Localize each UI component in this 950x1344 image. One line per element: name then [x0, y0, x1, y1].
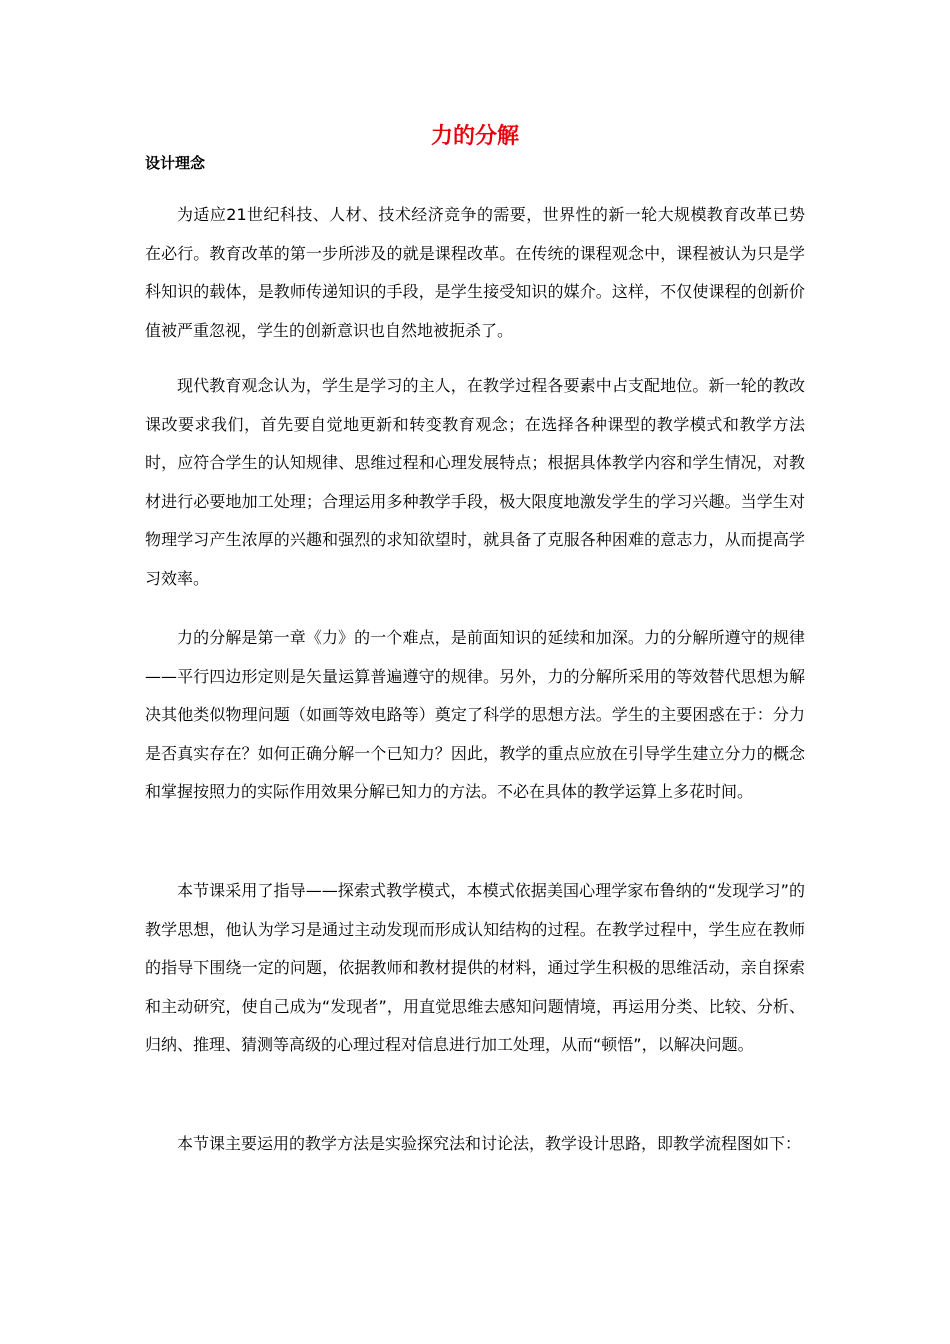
paragraph-5: 本节课主要运用的教学方法是实验探究法和讨论法，教学设计思路，即教学流程图如下：: [177, 1134, 802, 1153]
paragraph-4: 本节课采用了指导——探索式教学模式，本模式依据美国心理学家布鲁纳的“发现学习”的教学思想，他认为学习是通过主动发现而形成认知结构的过程。在教学过程中，学生应在教师的指导下围绕一定的问题，依据教师和教材提供的材料，通过学生积极的思维活动，亲自探索和主动研究，使自己成为“发现者”，用直觉思维去感知问题情境，再运用分类、比较、分析、归纳、推理、猜测等高级的心理过程对信息进行加工处理，从而“顿悟”，以解决问题。: [145, 881, 805, 1054]
paragraph-1: 为适应21世纪科技、人材、技术经济竞争的需要，世界性的新一轮大规模教育改革已势在必行。教育改革的第一步所涉及的就是课程改革。在传统的课程观念中，课程被认为只是学科知识的载体，是教师传递知识的手段，是学生接受知识的媒介。这样，不仅使课程的创新价值被严重忽视，学生的创新意识也自然地被扼杀了。: [145, 205, 805, 340]
section-heading: 设计理念: [145, 154, 206, 172]
document-title: 力的分解: [430, 124, 519, 149]
paragraph-2: 现代教育观念认为，学生是学习的主人，在教学过程各要素中占支配地位。新一轮的教改课改要求我们，首先要自觉地更新和转变教育观念；在选择各种课型的教学模式和教学方法时，应符合学生的认知规律、思维过程和心理发展特点；根据具体教学内容和学生情况，对教材进行必要地加工处理；合理运用多种教学手段，极大限度地激发学生的学习兴趣。当学生对物理学习产生浓厚的兴趣和强烈的求知欲望时，就具备了克服各种困难的意志力，从而提高学习效率。: [145, 376, 805, 588]
paragraph-3: 力的分解是第一章《力》的一个难点，是前面知识的延续和加深。力的分解所遵守的规律——平行四边形定则是矢量运算普遍遵守的规律。另外，力的分解所采用的等效替代思想为解决其他类似物理问题（如画等效电路等）奠定了科学的思想方法。学生的主要困惑在于：分力是否真实存在？如何正确分解一个已知力？因此，教学的重点应放在引导学生建立分力的概念和掌握按照力的实际作用效果分解已知力的方法。不必在具体的教学运算上多花时间。: [145, 628, 805, 801]
